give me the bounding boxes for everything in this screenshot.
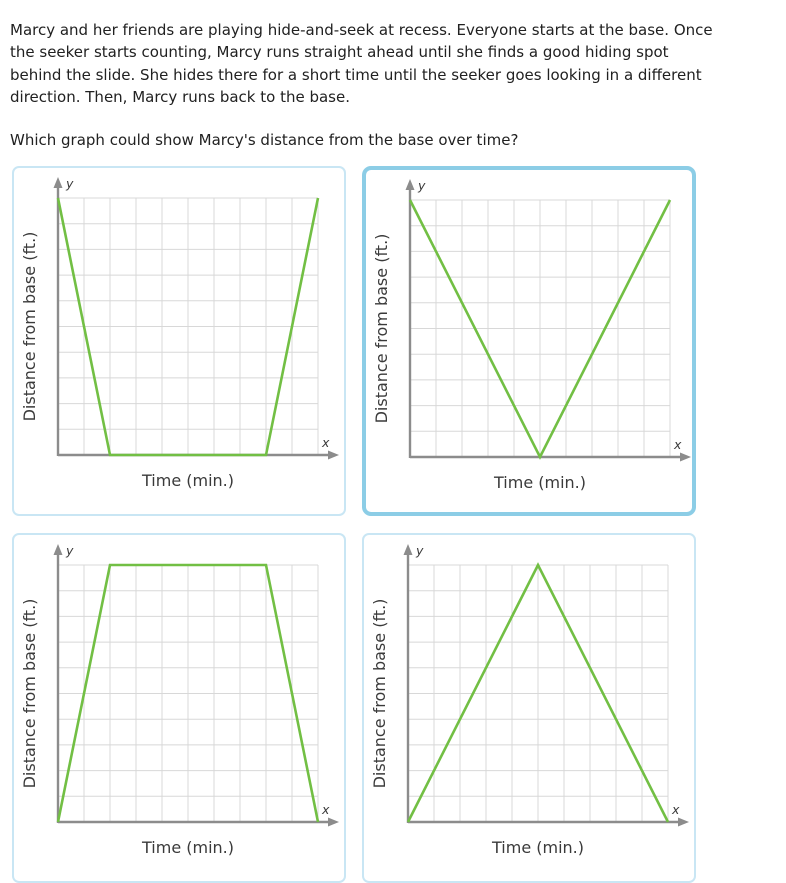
y-axis (54, 544, 63, 823)
y-axis-arrow-icon (54, 177, 63, 188)
grid-lines (58, 198, 318, 455)
x-axis-arrow-icon (678, 818, 689, 827)
graph-option-2[interactable] (362, 166, 696, 516)
graph-3-canvas (14, 535, 340, 877)
question-text: Which graph could show Marcy's distance from the base over time? (10, 130, 519, 149)
y-axis-letter: y (416, 543, 424, 559)
x-axis-letter: x (674, 437, 682, 453)
y-axis-letter: y (66, 543, 74, 559)
grid-lines (408, 565, 668, 822)
y-axis-letter: y (418, 178, 426, 194)
graph-2-canvas (366, 170, 692, 512)
x-axis-label: Time (min.) (492, 838, 584, 858)
graph-option-3[interactable] (12, 533, 346, 883)
x-axis-arrow-icon (328, 818, 339, 827)
x-axis-letter: x (322, 435, 330, 451)
x-axis (58, 818, 339, 827)
grid-lines (58, 565, 318, 822)
problem-text (10, 19, 772, 109)
y-axis-label: Distance from base (ft.) (20, 598, 39, 789)
graph-option-1[interactable] (12, 166, 346, 516)
y-axis (404, 544, 413, 823)
graph-option-4[interactable] (362, 533, 696, 883)
x-axis (410, 453, 691, 462)
graph-1-canvas (14, 168, 340, 510)
text-line: direction. Then, Marcy runs back to the base. (10, 88, 350, 107)
y-axis-arrow-icon (54, 544, 63, 555)
answer-options (12, 166, 772, 883)
x-axis-label: Time (min.) (494, 473, 586, 493)
x-axis-letter: x (322, 802, 330, 818)
x-axis (408, 818, 689, 827)
y-axis (406, 179, 415, 458)
text-line: behind the slide. She hides there for a short time until the seeker goes looking in a different (10, 65, 702, 84)
grid-lines (410, 200, 670, 457)
y-axis-letter: y (66, 176, 74, 192)
x-axis-label: Time (min.) (142, 838, 234, 858)
text-line: Marcy and her friends are playing hide-and-seek at recess. Everyone starts at the base. Once (10, 21, 713, 39)
x-axis-arrow-icon (680, 453, 691, 462)
x-axis-arrow-icon (328, 451, 339, 460)
y-axis-arrow-icon (406, 179, 415, 190)
y-axis-label: Distance from base (ft.) (370, 598, 389, 789)
x-axis-label: Time (min.) (142, 471, 234, 491)
x-axis-letter: x (672, 802, 680, 818)
y-axis-label: Distance from base (ft.) (372, 233, 391, 424)
text-line: the seeker starts counting, Marcy runs straight ahead until she finds a good hiding spot (10, 43, 669, 62)
graph-4-canvas (364, 535, 690, 877)
y-axis-label: Distance from base (ft.) (20, 231, 39, 422)
y-axis-arrow-icon (404, 544, 413, 555)
